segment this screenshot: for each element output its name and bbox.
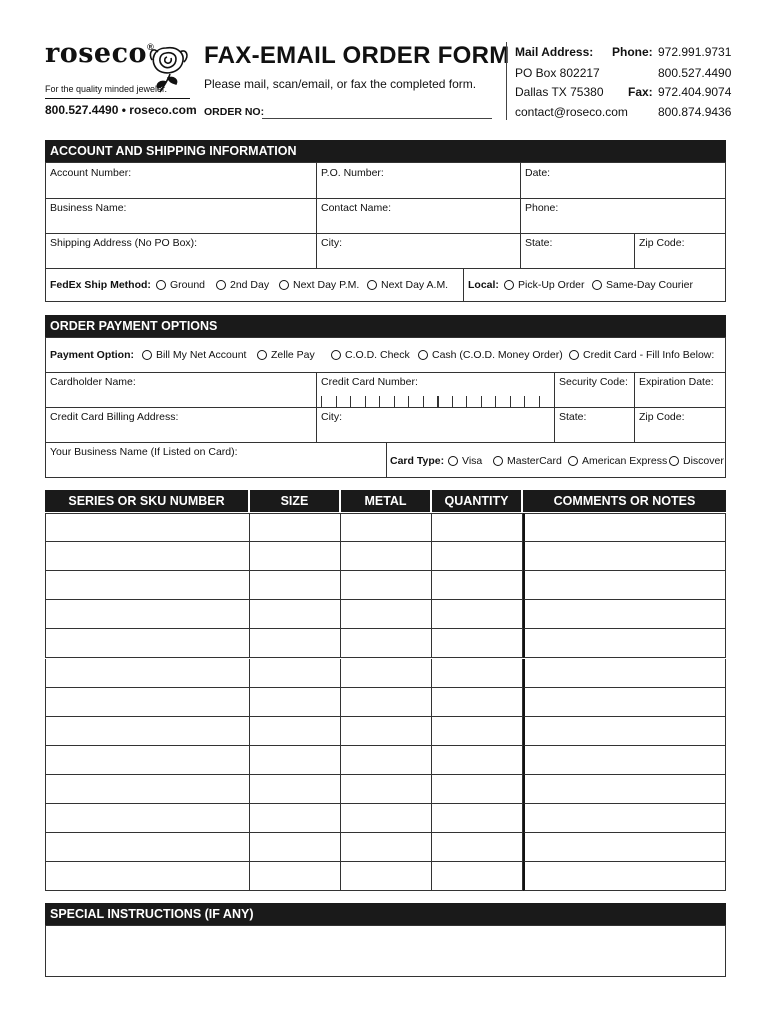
column-header-metal: METAL <box>341 490 430 512</box>
order-table-cell[interactable] <box>341 629 432 658</box>
contact-email: contact@roseco.com <box>515 105 628 119</box>
order-table-cell[interactable] <box>523 542 726 571</box>
order-table-row <box>45 775 726 804</box>
form-title: FAX-EMAIL ORDER FORM <box>204 42 510 69</box>
card-digit-tick <box>466 396 467 407</box>
billing-zip-field[interactable]: Zip Code: <box>639 411 685 423</box>
order-table-cell[interactable] <box>250 862 341 891</box>
cardholder-name-field[interactable]: Cardholder Name: <box>50 376 136 388</box>
zip-code-field[interactable]: Zip Code: <box>639 237 685 249</box>
order-table-cell[interactable] <box>250 571 341 600</box>
order-table-cell[interactable] <box>432 833 523 862</box>
order-table-cell[interactable] <box>250 688 341 717</box>
header-divider <box>506 42 507 120</box>
card-type-visa[interactable]: Visa <box>448 455 482 467</box>
fedex-ship-method-label: FedEx Ship Method: <box>50 279 151 291</box>
security-code-field[interactable]: Security Code: <box>559 376 628 388</box>
order-table-cell[interactable] <box>250 513 341 542</box>
order-table-row <box>45 659 726 688</box>
card-digit-tick <box>379 396 380 407</box>
order-table-cell[interactable] <box>432 804 523 833</box>
order-table-cell[interactable] <box>432 571 523 600</box>
card-digit-tick <box>481 396 482 407</box>
radio-icon <box>142 350 152 360</box>
local-option-pickup[interactable]: Pick-Up Order <box>504 279 585 291</box>
business-on-card-field[interactable]: Your Business Name (If Listed on Card): <box>50 446 238 458</box>
order-table-cell[interactable] <box>523 571 726 600</box>
order-table-cell[interactable] <box>250 775 341 804</box>
order-table-cell[interactable] <box>523 600 726 629</box>
column-header-quantity: QUANTITY <box>432 490 521 512</box>
order-table-cell[interactable] <box>250 659 341 688</box>
order-no-label: ORDER NO: <box>204 106 265 118</box>
date-field[interactable]: Date: <box>525 167 551 179</box>
order-table-row <box>45 542 726 571</box>
billing-address-field[interactable]: Credit Card Billing Address: <box>50 411 179 423</box>
card-type-mastercard[interactable]: MasterCard <box>493 455 562 467</box>
order-table-cell[interactable] <box>250 717 341 746</box>
card-digit-tick <box>394 396 395 407</box>
order-table-cell[interactable] <box>523 688 726 717</box>
order-table-row <box>45 688 726 717</box>
order-table-cell[interactable] <box>341 600 432 629</box>
card-digit-tick <box>350 396 351 407</box>
order-table-cell[interactable] <box>523 659 726 688</box>
order-table-cell[interactable] <box>523 775 726 804</box>
payment-section-title: ORDER PAYMENT OPTIONS <box>45 315 726 337</box>
billing-state-field[interactable]: State: <box>559 411 587 423</box>
form-subtitle: Please mail, scan/email, or fax the completed form. <box>204 77 477 91</box>
order-table-cell[interactable] <box>341 746 432 775</box>
order-table-row <box>45 804 726 833</box>
ship-option-ground[interactable]: Ground <box>156 279 205 291</box>
card-type-label: Card Type: <box>390 455 445 467</box>
phone-number: 972.991.9731 <box>658 45 732 59</box>
billing-city-field[interactable]: City: <box>321 411 342 423</box>
order-table-cell[interactable] <box>341 717 432 746</box>
order-table-cell[interactable] <box>523 717 726 746</box>
order-table-cell[interactable] <box>341 542 432 571</box>
card-digit-tick <box>524 396 525 407</box>
radio-icon <box>568 456 578 466</box>
card-digit-tick <box>495 396 496 407</box>
order-table-cell[interactable] <box>341 571 432 600</box>
radio-icon <box>669 456 679 466</box>
contact-name-field[interactable]: Contact Name: <box>321 202 392 214</box>
card-digit-tick <box>408 396 409 407</box>
order-table-cell[interactable] <box>432 513 523 542</box>
order-table-cell[interactable] <box>341 688 432 717</box>
radio-icon <box>216 280 226 290</box>
radio-icon <box>279 280 289 290</box>
ship-option-next-day-pm[interactable]: Next Day P.M. <box>279 279 359 291</box>
order-table-cell[interactable] <box>432 862 523 891</box>
payment-bill-net[interactable]: Bill My Net Account <box>142 349 246 361</box>
card-digit-tick <box>336 396 337 407</box>
special-instructions-field[interactable] <box>45 925 726 977</box>
account-section-box <box>45 162 726 302</box>
card-digit-tick <box>510 396 511 407</box>
column-header-size: SIZE <box>250 490 339 512</box>
state-field[interactable]: State: <box>525 237 553 249</box>
ship-option-next-day-am[interactable]: Next Day A.M. <box>367 279 448 291</box>
radio-icon <box>504 280 514 290</box>
order-table-cell[interactable] <box>523 862 726 891</box>
order-table-row <box>45 746 726 775</box>
order-table-cell[interactable] <box>45 629 250 658</box>
order-table-row <box>45 513 726 542</box>
card-digit-tick <box>423 396 424 407</box>
order-table-cell[interactable] <box>45 717 250 746</box>
logo-rule <box>45 98 190 99</box>
shipping-address-field[interactable]: Shipping Address (No PO Box): <box>50 237 198 249</box>
order-table-row <box>45 833 726 862</box>
ship-option-2nd-day[interactable]: 2nd Day <box>216 279 269 291</box>
order-table-cell[interactable] <box>432 688 523 717</box>
order-table-cell[interactable] <box>523 629 726 658</box>
radio-icon <box>331 350 341 360</box>
order-table-cell[interactable] <box>250 746 341 775</box>
order-table-row <box>45 600 726 629</box>
order-table-cell[interactable] <box>250 629 341 658</box>
fax-number: 800.874.9436 <box>658 105 732 119</box>
credit-card-number-field[interactable]: Credit Card Number: <box>321 376 418 388</box>
order-table-cell[interactable] <box>45 746 250 775</box>
radio-icon <box>448 456 458 466</box>
order-table-cell[interactable] <box>341 659 432 688</box>
payment-credit-card[interactable]: Credit Card - Fill Info Below: <box>569 349 714 361</box>
radio-icon <box>257 350 267 360</box>
phone-label: Phone: <box>612 45 653 59</box>
payment-cod-check[interactable]: C.O.D. Check <box>331 349 410 361</box>
card-type-amex[interactable]: American Express <box>568 455 667 467</box>
order-table-cell[interactable] <box>45 862 250 891</box>
order-table-cell[interactable] <box>45 542 250 571</box>
order-table-cell[interactable] <box>523 833 726 862</box>
phone-number: 800.527.4490 <box>658 66 732 80</box>
order-table-cell[interactable] <box>45 513 250 542</box>
order-table-cell[interactable] <box>45 688 250 717</box>
card-digit-tick <box>321 396 322 407</box>
tagline: For the quality minded jeweler. <box>45 84 168 94</box>
order-table-cell[interactable] <box>341 804 432 833</box>
radio-icon <box>156 280 166 290</box>
city-field[interactable]: City: <box>321 237 342 249</box>
payment-cash-cod[interactable]: Cash (C.O.D. Money Order) <box>418 349 563 361</box>
order-table-cell[interactable] <box>341 862 432 891</box>
radio-icon <box>592 280 602 290</box>
radio-icon <box>418 350 428 360</box>
order-table-cell[interactable] <box>45 833 250 862</box>
card-digit-tick <box>452 396 453 407</box>
order-table-cell[interactable] <box>45 804 250 833</box>
order-table-cell[interactable] <box>432 659 523 688</box>
mail-address-label: Mail Address: <box>515 45 594 59</box>
order-table-cell[interactable] <box>432 542 523 571</box>
payment-zelle[interactable]: Zelle Pay <box>257 349 315 361</box>
radio-icon <box>493 456 503 466</box>
payment-option-label: Payment Option: <box>50 349 135 361</box>
fax-label: Fax: <box>628 85 653 99</box>
roseco-logo: roseco® <box>45 38 155 69</box>
order-table-cell[interactable] <box>523 746 726 775</box>
order-table-cell[interactable] <box>341 513 432 542</box>
order-table-cell[interactable] <box>250 600 341 629</box>
special-instructions-title: SPECIAL INSTRUCTIONS (IF ANY) <box>45 903 726 925</box>
column-header-sku: SERIES OR SKU NUMBER <box>45 490 248 512</box>
order-table-cell[interactable] <box>45 659 250 688</box>
order-table-cell[interactable] <box>523 804 726 833</box>
order-table-cell[interactable] <box>45 600 250 629</box>
order-table-row <box>45 629 726 658</box>
account-section-title: ACCOUNT AND SHIPPING INFORMATION <box>45 140 726 162</box>
order-table-cell[interactable] <box>45 571 250 600</box>
order-table-cell[interactable] <box>523 513 726 542</box>
phone-field[interactable]: Phone: <box>525 202 559 214</box>
column-header-comments: COMMENTS OR NOTES <box>523 490 726 512</box>
order-table-cell[interactable] <box>432 775 523 804</box>
expiration-date-field[interactable]: Expiration Date: <box>639 376 714 388</box>
order-table-cell[interactable] <box>432 629 523 658</box>
order-table-row <box>45 571 726 600</box>
order-table-cell[interactable] <box>341 775 432 804</box>
order-table-row <box>45 717 726 746</box>
radio-icon <box>569 350 579 360</box>
order-table-cell[interactable] <box>250 542 341 571</box>
order-table-row <box>45 862 726 891</box>
order-table-cell[interactable] <box>432 717 523 746</box>
business-name-field[interactable]: Business Name: <box>50 202 127 214</box>
local-option-courier[interactable]: Same-Day Courier <box>592 279 693 291</box>
local-label: Local: <box>468 279 499 291</box>
order-table-cell[interactable] <box>250 804 341 833</box>
mail-line: Dallas TX 75380 <box>515 85 604 99</box>
order-table-cell[interactable] <box>250 833 341 862</box>
card-digit-tick <box>539 396 540 407</box>
order-table-cell[interactable] <box>432 600 523 629</box>
card-type-discover[interactable]: Discover <box>669 455 724 467</box>
order-table-cell[interactable] <box>45 775 250 804</box>
order-no-field[interactable] <box>262 118 492 119</box>
contact-line: 800.527.4490 • roseco.com <box>45 103 197 117</box>
fax-number: 972.404.9074 <box>658 85 732 99</box>
order-table-header <box>45 490 726 512</box>
order-table-cell[interactable] <box>341 833 432 862</box>
card-digit-tick <box>437 396 439 407</box>
radio-icon <box>367 280 377 290</box>
po-number-field[interactable]: P.O. Number: <box>321 167 384 179</box>
mail-line: PO Box 802217 <box>515 66 600 80</box>
account-number-field[interactable]: Account Number: <box>50 167 132 179</box>
card-digit-tick <box>365 396 366 407</box>
payment-section-box <box>45 337 726 478</box>
order-table-cell[interactable] <box>432 746 523 775</box>
